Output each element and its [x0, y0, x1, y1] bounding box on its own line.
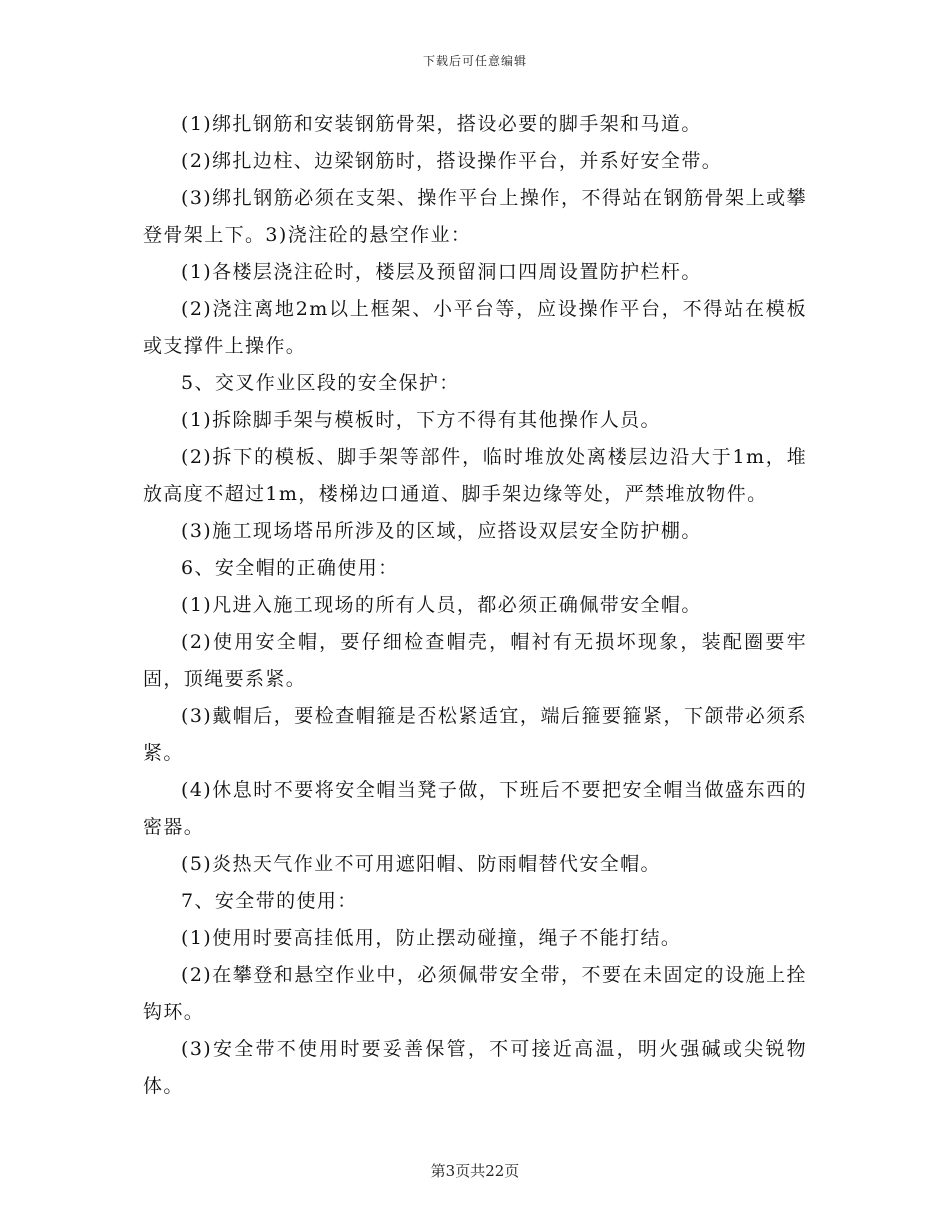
paragraph: (3)戴帽后，要检查帽箍是否松紧适宜，端后箍要箍紧，下颌带必须系紧。: [143, 705, 807, 764]
paragraph: (3)安全带不使用时要妥善保管，不可接近高温，明火强碱或尖锐物体。: [143, 1038, 807, 1097]
section-heading: 5、交叉作业区段的安全保护：: [181, 372, 460, 394]
paragraph: (1)绑扎钢筋和安装钢筋骨架，搭设必要的脚手架和马道。: [181, 113, 702, 135]
paragraph: (5)炎热天气作业不可用遮阳帽、防雨帽替代安全帽。: [181, 853, 661, 875]
paragraph: (3)绑扎钢筋必须在支架、操作平台上操作，不得站在钢筋骨架上或攀登骨架上下。3)浇注砼的悬空作业：: [143, 187, 807, 246]
paragraph: (2)浇注离地2m以上框架、小平台等，应设操作平台，不得站在模板或支撑件上操作。: [143, 298, 807, 357]
paragraph: (1)凡进入施工现场的所有人员，都必须正确佩带安全帽。: [181, 594, 702, 616]
paragraph: (1)各楼层浇注砼时，楼层及预留洞口四周设置防护栏杆。: [181, 261, 702, 283]
paragraph: (1)使用时要高挂低用，防止摆动碰撞，绳子不能打结。: [181, 927, 682, 949]
paragraph: (4)休息时不要将安全帽当凳子做，下班后不要把安全帽当做盛东西的密器。: [143, 779, 807, 838]
section-heading: 7、安全带的使用：: [181, 890, 358, 912]
paragraph: (2)绑扎边柱、边梁钢筋时，搭设操作平台，并系好安全带。: [181, 150, 723, 172]
page-number: 第3页共22页: [430, 1162, 520, 1180]
document-body: [143, 106, 807, 1105]
paragraph: (2)使用安全帽，要仔细检查帽壳，帽衬有无损坏现象，装配圈要牢固，顶绳要系紧。: [143, 631, 807, 690]
paragraph: (2)拆下的模板、脚手架等部件，临时堆放处离楼层边沿大于1m，堆放高度不超过1m，楼梯边口通道、脚手架边缘等处，严禁堆放物件。: [143, 446, 807, 505]
section-heading: 6、安全帽的正确使用：: [181, 557, 399, 579]
paragraph: (3)施工现场塔吊所涉及的区域，应搭设双层安全防护棚。: [181, 520, 702, 542]
paragraph: (2)在攀登和悬空作业中，必须佩带安全带，不要在未固定的设施上拴钩环。: [143, 964, 807, 1023]
paragraph: (1)拆除脚手架与模板时，下方不得有其他操作人员。: [181, 409, 661, 431]
page-header: 下载后可任意编辑: [422, 54, 527, 68]
